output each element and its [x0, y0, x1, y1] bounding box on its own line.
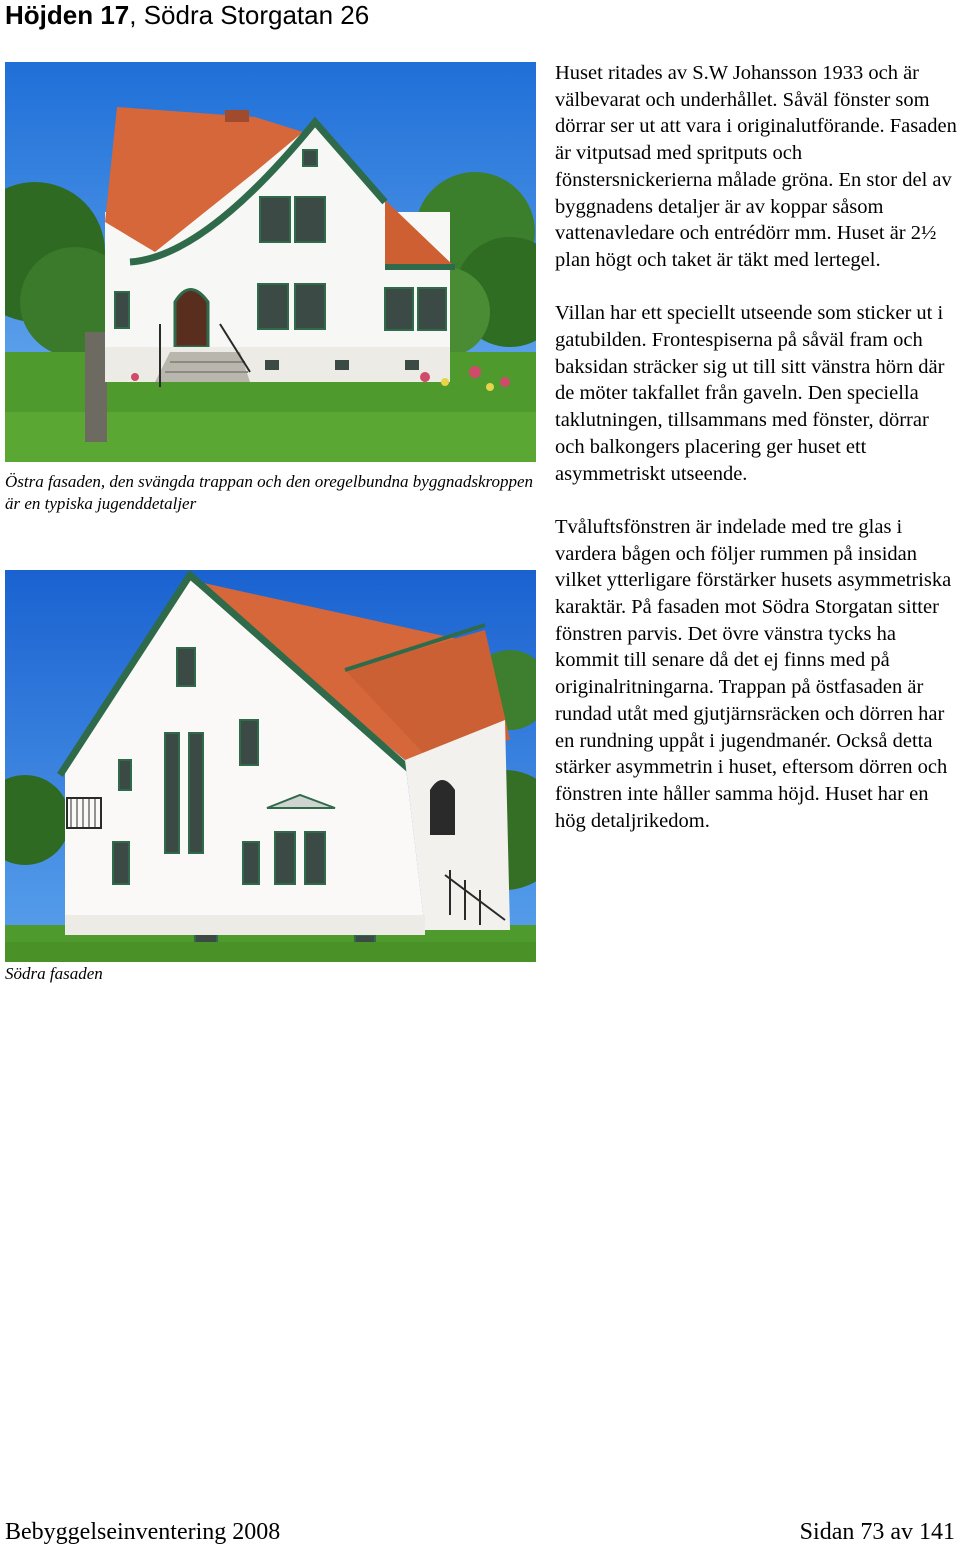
footer-page-number: Sidan 73 av 141: [799, 1519, 955, 1545]
body-paragraph-3: Tvåluftsfönstren är indelade med tre glas i vardera bågen och följer rummen på insidan vilket ytterligare förstärker husets asymmetriska karaktär. På fasaden mot Södra Storgatan sitter fönstren parvis. Det övre vänstra tycks ha kommit till senare då det ej finns med på originalritningarna. Trappan på östfasaden är rundad utåt med gjutjärnsräcken och dörren har en rundning uppåt i jugendmanér. Också detta stärker asymmetrin i huset, eftersom dörren och fönstren inte håller samma höjd. Huset har en hög detaljrikedom.: [555, 515, 952, 832]
south-facade-caption: Södra fasaden: [5, 964, 103, 983]
body-paragraph-2: Villan har ett speciellt utseende som sticker ut i gatubilden. Frontespiserna på såväl fram och baksidan sträcker sig ut till sitt vänstra hörn där de möter takfallet från gaveln. Den speciella taklutningen, tillsammans med fönster, dörrar och balkongers placering ger huset ett asymmetriskt utseende.: [555, 302, 945, 485]
page-title-bold: Höjden 17: [5, 0, 130, 30]
page-title-address: , Södra Storgatan 26: [129, 0, 370, 30]
east-facade-photo: [5, 62, 536, 462]
east-facade-caption: Östra fasaden, den svängda trappan och den oregelbundna byggnadskroppen är en typiska jugenddetaljer: [5, 472, 534, 513]
page-title: [5, 0, 369, 31]
south-facade-photo: [5, 570, 536, 962]
body-paragraph-1: Huset ritades av S.W Johansson 1933 och är välbevarat och underhållet. Såväl fönster som dörrar ser ut att vara i originalutförande. Fasaden är vitputsad med spritputs och fönstersnickerierna målade gröna. En stor del av byggnadens detaljer är av koppar såsom vattenavledare och entrédörr mm. Huset är 2½ plan högt och taket är täkt med lertegel.: [555, 62, 957, 271]
footer-left: Bebyggelseinventering 2008: [5, 1519, 281, 1545]
body-text: [555, 60, 960, 861]
